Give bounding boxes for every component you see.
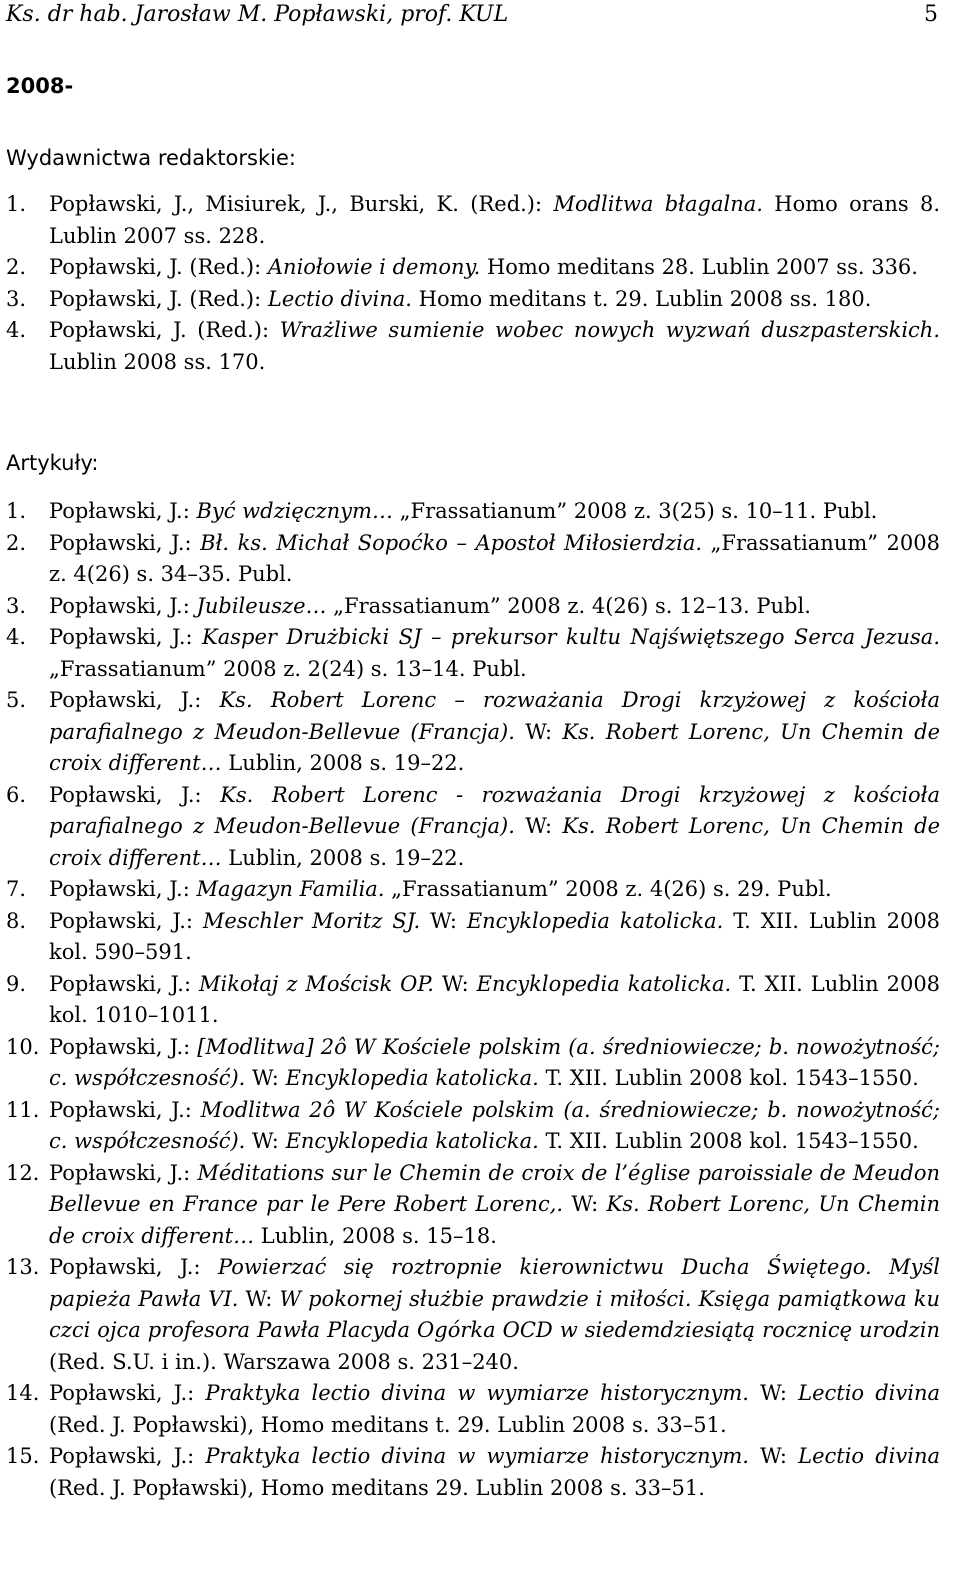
bibliography-entry — [6, 1378, 940, 1441]
entry-text: W: — [748, 1381, 799, 1405]
entry-text: Popławski, J.: — [49, 499, 197, 523]
entry-text: Homo meditans t. 29. Lublin 2008 ss. 180. — [411, 286, 872, 311]
entry-text: Lublin, 2008 s. 19–22. — [221, 751, 465, 775]
entry-text: W: — [748, 1444, 799, 1468]
entry-text: Popławski, J.: — [49, 877, 197, 901]
bibliography-entry — [6, 874, 940, 906]
entry-text: Popławski, J. (Red.): — [49, 318, 280, 342]
entry-number: 8. — [6, 908, 27, 933]
entry-text: Popławski, J.: — [49, 908, 203, 933]
bibliography-entry — [6, 496, 940, 528]
entry-number: 6. — [6, 782, 27, 807]
entry-title-text: Magazyn Familia. — [196, 877, 385, 901]
entry-title-text: Powierzać się roztropnie kierownictwu Ducha Świętego. Myśl papieża Pawła VI. — [49, 1255, 941, 1311]
entry-text: (Red. S.U. i in.). Warszawa 2008 s. 231–240. — [49, 1349, 519, 1374]
entry-text: Popławski, J.: — [49, 688, 220, 712]
entry-text — [253, 783, 272, 807]
entry-text: Popławski, J.: — [49, 1160, 198, 1185]
entry-text: W: — [563, 1192, 607, 1216]
entry-text: Popławski, J.: — [49, 1255, 218, 1279]
entry-text: Popławski, J.: — [49, 1381, 206, 1405]
entry-number: 3. — [6, 286, 27, 311]
entry-text: W: — [514, 719, 563, 744]
entry-number: 12. — [6, 1160, 40, 1185]
bibliography-entry — [6, 528, 940, 591]
entry-number: 14. — [6, 1381, 40, 1405]
bibliography-entry — [6, 284, 940, 316]
bibliography-entry — [6, 315, 940, 378]
entry-text: W: — [245, 1129, 286, 1153]
entry-text: Popławski, J. (Red.): — [49, 255, 268, 279]
entry-text: Popławski, J.: — [49, 1444, 206, 1468]
bibliography-entry — [6, 1032, 940, 1095]
entry-text: Lublin, 2008 s. 19–22. — [221, 845, 465, 870]
entry-title-text: Méditations sur le Chemin de croix de l’église paroissiale de Meudon Bellevue en France par le Pere Robert Lorenc,. — [49, 1160, 941, 1216]
entry-title-text: Mikołaj z Mościsk OP. — [198, 971, 434, 996]
entry-title-text: Modlitwa błagalna. — [553, 192, 763, 216]
entry-number: 10. — [6, 1034, 40, 1059]
entry-text: T. XII. Lublin 2008 kol. 590–591. — [49, 908, 941, 964]
entry-text: Homo orans 8. Lublin 2007 ss. 228. — [49, 192, 941, 248]
entry-title-text: Być wdzięcznym… — [196, 499, 393, 523]
entry-text: T. XII. Lublin 2008 kol. 1010–1011. — [49, 971, 941, 1027]
entry-number: 7. — [6, 877, 27, 901]
entry-title-text: Encyklopedia katolicka. — [285, 1066, 539, 1090]
entry-title-text: Praktyka lectio divina w wymiarze historycznym. — [205, 1444, 749, 1468]
entry-text — [253, 688, 271, 712]
entry-text: W: — [433, 971, 477, 996]
bibliography-entry — [6, 622, 940, 685]
editorial-heading: Wydawnictwa redaktorskie: — [6, 146, 296, 170]
entry-title-text: Ks. — [220, 782, 254, 807]
entry-text: Popławski, J., Misiurek, J., Burski, K. (Red.): — [49, 192, 554, 216]
entry-title-text: Ks. — [219, 688, 253, 712]
bibliography-entry — [6, 1441, 940, 1504]
entry-text: T. XII. Lublin 2008 kol. 1543–1550. — [538, 1129, 919, 1153]
entry-text: Popławski, J. (Red.): — [49, 286, 268, 311]
entry-text: Lublin 2008 ss. 170. — [49, 349, 266, 374]
entry-text: „Frassatianum” 2008 z. 3(25) s. 10–11. Publ. — [392, 499, 878, 523]
bibliography-entry — [6, 1158, 940, 1253]
entry-number: 2. — [6, 530, 27, 555]
entry-title-text: Bł. ks. Michał Sopoćko – Apostoł Miłosierdzia. — [200, 530, 703, 555]
entry-text: Homo meditans 28. Lublin 2007 ss. 336. — [480, 255, 918, 279]
entry-number: 1. — [6, 499, 27, 523]
entry-title-text: Robert Lorenc - rozważania Drogi krzyżowej z kościoła parafialnego z Meudon-Bellevue (Francja). — [49, 782, 940, 838]
bibliography-entry — [6, 591, 940, 623]
entry-text: Popławski, J.: — [49, 782, 221, 807]
entry-title-text: Encyklopedia katolicka. — [476, 971, 732, 996]
entry-title-text: Robert Lorenc – rozważania Drogi krzyżowej z kościoła parafialnego z Meudon-Bellevue (Francja). — [49, 688, 940, 744]
entry-number: 13. — [6, 1255, 40, 1279]
entry-title-text: Modlitwa 2ô W Kościele polskim (a. średniowiecze; b. nowożytność; c. współczesność). — [49, 1097, 940, 1153]
entry-title-text: Aniołowie i demony. — [267, 255, 481, 279]
entry-number: 5. — [6, 688, 27, 712]
entry-text: „Frassatianum” 2008 z. 2(24) s. 13–14. Publ. — [49, 656, 527, 681]
entry-text: „Frassatianum” 2008 z. 4(26) s. 34–35. Publ. — [49, 530, 940, 586]
bibliography-entry — [6, 906, 940, 969]
entry-text: Popławski, J.: — [49, 593, 197, 618]
entry-number: 15. — [6, 1444, 40, 1468]
bibliography-entry — [6, 252, 940, 284]
entry-text: W: — [514, 814, 563, 838]
entry-title-text: Ks. Robert Lorenc, Un Chemin de croix different… — [49, 719, 940, 775]
bibliography-entry — [6, 1252, 940, 1378]
entry-text: (Red. J. Popławski), Homo meditans t. 29. Lublin 2008 s. 33–51. — [49, 1412, 727, 1437]
entry-text: Popławski, J.: — [49, 971, 199, 996]
entry-text: Lublin, 2008 s. 15–18. — [254, 1223, 497, 1248]
entry-title-text: Encyklopedia katolicka. — [466, 908, 724, 933]
bibliography-entry — [6, 1095, 940, 1158]
entry-number: 4. — [6, 625, 27, 649]
entry-title-text: Lectio divina — [798, 1381, 940, 1405]
entry-title-text: Meschler Moritz SJ. — [202, 908, 421, 933]
entry-text: Popławski, J.: — [49, 1097, 201, 1122]
entry-title-text: Wrażliwe sumienie wobec nowych wyzwań duszpasterskich. — [279, 318, 941, 342]
entry-text: Popławski, J.: — [49, 625, 203, 649]
entry-title-text: Ks. Robert Lorenc, Un Chemin de croix different… — [49, 1192, 941, 1248]
entry-text: (Red. J. Popławski), Homo meditans 29. Lublin 2008 s. 33–51. — [49, 1475, 705, 1500]
entry-number: 1. — [6, 192, 27, 216]
running-header — [6, 2, 938, 34]
entry-title-text: Encyklopedia katolicka. — [285, 1129, 539, 1153]
entry-title-text: [Modlitwa] 2ô W Kościele polskim (a. średniowiecze; b. nowożytność; c. współczesność). — [49, 1034, 940, 1090]
bibliography-entry — [6, 780, 940, 875]
entry-text: Popławski, J.: — [49, 530, 201, 555]
bibliography-entry — [6, 969, 940, 1032]
entry-text: „Frassatianum” 2008 z. 4(26) s. 29. Publ. — [384, 877, 832, 901]
bibliography-entry — [6, 685, 940, 780]
entry-number: 9. — [6, 971, 27, 996]
entry-number: 3. — [6, 593, 27, 618]
entry-title-text: Ks. Robert Lorenc, Un Chemin de croix different… — [49, 814, 940, 870]
page-number: 5 — [924, 2, 938, 27]
entry-text: W: — [420, 908, 467, 933]
entry-text: „Frassatianum” 2008 z. 4(26) s. 12–13. Publ. — [326, 593, 811, 618]
entry-number: 11. — [6, 1097, 40, 1122]
entry-text: W: — [238, 1286, 280, 1311]
entry-text: W: — [245, 1066, 286, 1090]
articles-heading: Artykuły: — [6, 451, 99, 475]
articles-list — [6, 496, 940, 1504]
editorial-list — [6, 189, 940, 378]
entry-text: T. XII. Lublin 2008 kol. 1543–1550. — [538, 1066, 919, 1090]
year-heading: 2008- — [6, 74, 74, 98]
entry-title-text: Lectio divina. — [267, 286, 412, 311]
entry-title-text: Praktyka lectio divina w wymiarze historycznym. — [205, 1381, 749, 1405]
entry-number: 2. — [6, 255, 27, 279]
entry-title-text: Kasper Drużbicki SJ – prekursor kultu Najświętszego Serca Jezusa. — [202, 625, 940, 649]
header-author: Ks. dr hab. Jarosław M. Popławski, prof. KUL — [6, 2, 509, 27]
entry-number: 4. — [6, 318, 27, 342]
entry-title-text: Jubileusze… — [196, 593, 327, 618]
entry-text: Popławski, J.: — [49, 1034, 198, 1059]
bibliography-entry — [6, 189, 940, 252]
entry-title-text: W pokornej służbie prawdzie i miłości. Księga pamiątkowa ku czci ojca profesora Pawła Placyda Ogórka OCD w siedemdziesiątą rocznicę urodzin — [49, 1286, 940, 1342]
entry-title-text: Lectio divina — [798, 1444, 940, 1468]
